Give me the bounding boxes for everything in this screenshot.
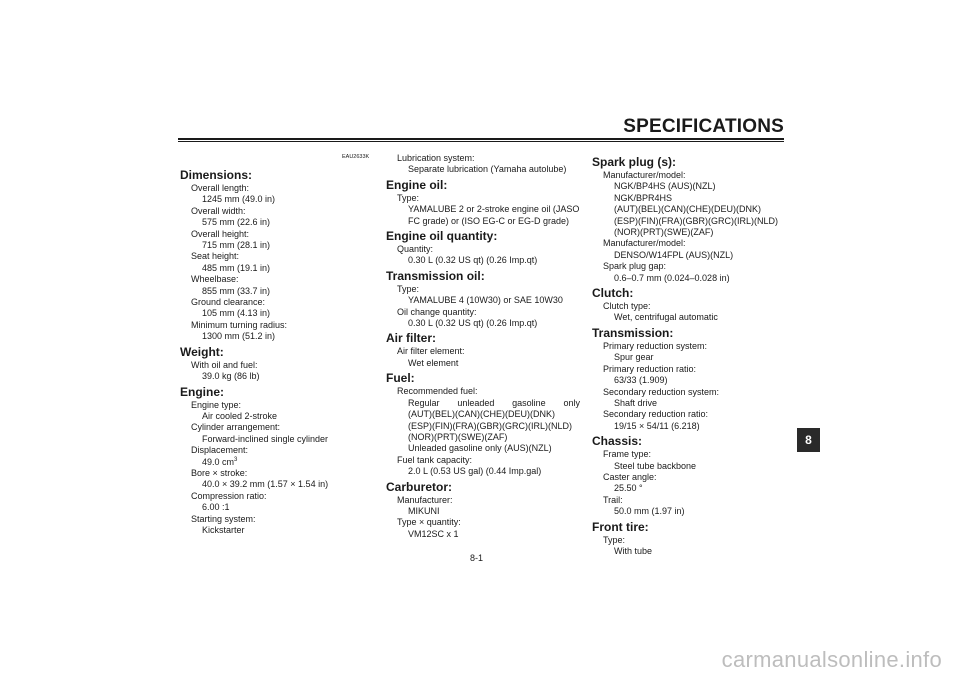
chapter-tab[interactable]: 8 [797,428,820,452]
spec-value: (ESP)(FIN)(FRA)(GBR)(GRC)(IRL)(NLD) [614,215,778,226]
section-heading-dimensions: Dimensions: [180,168,253,182]
spec-label: Engine type: [191,399,242,410]
spec-label: Primary reduction ratio: [603,363,697,374]
spec-value: Unleaded gasoline only (AUS)(NZL) [408,443,552,454]
spec-value: 2.0 L (0.53 US gal) (0.44 Imp.gal) [408,466,542,477]
spec-value: Spur gear [614,352,654,363]
spec-value: Forward-inclined single cylinder [202,433,329,444]
spec-value: 50.0 mm (1.97 in) [614,506,685,517]
spec-value: 0.6–0.7 mm (0.024–0.028 in) [614,272,730,283]
spec-label: Lubrication system: [397,153,475,163]
section-heading-air-filter: Air filter: [386,331,437,346]
spec-value: (AUT)(BEL)(CAN)(CHE)(DEU)(DNK) [614,204,761,215]
spec-value: 40.0 × 39.2 mm (1.57 × 1.54 in) [202,479,329,490]
spec-value: FC grade) or (ISO EG-C or EG-D grade) [408,215,570,226]
spec-value: Shaft drive [614,397,658,408]
page-number: 8-1 [470,553,484,563]
spec-value: 1300 mm (51.2 in) [202,331,276,342]
spec-value: Wet, centrifugal automatic [614,312,718,323]
reference-code: EAU2633K [342,154,370,160]
spec-value: Separate lubrication (Yamaha autolube) [408,164,567,175]
spec-label: Air filter element: [397,346,465,357]
spec-value: 19/15 × 54/11 (6.218) [614,420,700,431]
spec-value: (ESP)(FIN)(FRA)(GBR)(GRC)(IRL)(NLD) [408,420,572,431]
spec-label: Caster angle: [603,471,657,482]
spec-value-displacement [180,457,370,468]
spec-value: VM12SC x 1 [408,528,459,539]
spec-label: Overall length: [191,183,250,193]
spec-value: Kickstarter [202,524,245,535]
spec-label: Primary reduction system: [603,340,708,351]
spec-label: Type × quantity: [397,517,461,528]
spec-value: 25.50 ° [614,483,643,494]
spec-value: YAMALUBE 4 (10W30) or SAE 10W30 [408,295,563,306]
section-heading-weight: Weight: [180,344,224,359]
displacement-superscript: 3 [234,456,238,463]
spec-value: NGK/BP4HS (AUS)(NZL) [614,181,716,192]
spec-label: Secondary reduction system: [603,386,720,397]
section-heading-carburetor: Carburetor: [386,479,453,494]
page-title: SPECIFICATIONS [623,116,784,137]
spec-value: Regular unleaded gasoline only [408,397,580,408]
spec-label: Overall height: [191,228,250,239]
spec-value: 855 mm (33.7 in) [202,285,271,296]
spec-value: 575 mm (22.6 in) [202,217,271,228]
section-heading-transmission: Transmission: [592,325,674,340]
spec-value: Wet element [408,357,459,368]
spec-value: 485 mm (19.1 in) [202,262,271,273]
section-heading-engine-oil-quantity: Engine oil quantity: [386,229,498,244]
spec-value: (AUT)(BEL)(CAN)(CHE)(DEU)(DNK) [408,409,555,420]
spec-value: (NOR)(PRT)(SWE)(ZAF) [614,227,714,238]
section-heading-clutch: Clutch: [592,286,634,301]
displacement-number: 49.0 cm [202,456,235,467]
spec-value: YAMALUBE 2 or 2-stroke engine oil (JASO [408,204,580,215]
spec-label: Seat height: [191,251,240,262]
spec-label: Compression ratio: [191,490,267,501]
spec-value: 105 mm (4.13 in) [202,308,271,319]
section-heading-chassis: Chassis: [592,434,643,449]
spec-label: Clutch type: [603,301,651,312]
spec-value: 0.30 L (0.32 US qt) (0.26 Imp.qt) [408,255,538,266]
spec-value: DENSO/W14FPL (AUS)(NZL) [614,249,734,260]
spec-label: Bore × stroke: [191,467,248,478]
spec-label: Oil change quantity: [397,306,477,317]
spec-value: MIKUNI [408,505,440,516]
section-heading-engine-oil: Engine oil: [386,177,448,192]
spec-label: With oil and fuel: [191,359,258,370]
spec-label: Recommended fuel: [397,386,478,397]
spec-label: Manufacturer: [397,494,453,505]
spec-value: 715 mm (28.1 in) [202,240,271,251]
spec-column-2 [386,153,580,540]
spec-label: Type: [397,192,420,203]
spec-label: Quantity: [397,244,434,255]
spec-value: 0.30 L (0.32 US qt) (0.26 Imp.qt) [408,318,538,329]
spec-label: Secondary reduction ratio: [603,409,709,420]
spec-label: Type: [603,534,626,545]
spec-label: Fuel tank capacity: [397,454,473,465]
spec-label: Wheelbase: [191,274,239,285]
spec-label: Manufacturer/model: [603,170,686,180]
spec-label: Cylinder arrangement: [191,422,281,433]
title-rule-thin [178,141,784,142]
spec-value: (NOR)(PRT)(SWE)(ZAF) [408,431,508,442]
spec-column-3 [592,153,782,557]
section-heading-front-tire: Front tire: [592,519,649,534]
spec-label: Frame type: [603,449,652,460]
spec-value: With tube [614,545,653,556]
title-rule [178,138,784,140]
spec-value: 1245 mm (49.0 in) [202,194,276,205]
spec-column-1 [180,166,370,536]
spec-value: NGK/BPR4HS [614,192,673,203]
watermark: carmanualsonline.info [721,647,942,672]
section-heading-spark-plug: Spark plug (s): [592,155,677,169]
spec-label: Manufacturer/model: [603,238,686,249]
spec-label: Minimum turning radius: [191,319,288,330]
spec-value: 39.0 kg (86 lb) [202,371,260,382]
section-heading-transmission-oil: Transmission oil: [386,268,485,283]
spec-label: Spark plug gap: [603,261,667,272]
spec-label: Starting system: [191,513,256,524]
spec-label: Displacement: [191,445,249,456]
section-heading-fuel: Fuel: [386,371,415,386]
spec-value: 63/33 (1.909) [614,375,668,386]
spec-value: Air cooled 2-stroke [202,410,278,421]
spec-label: Ground clearance: [191,297,266,308]
spec-label: Type: [397,283,420,294]
spec-label: Overall width: [191,205,246,216]
spec-value: Steel tube backbone [614,460,697,471]
section-heading-engine: Engine: [180,384,224,399]
spec-label: Trail: [603,494,623,505]
spec-value: 6.00 :1 [202,502,230,513]
